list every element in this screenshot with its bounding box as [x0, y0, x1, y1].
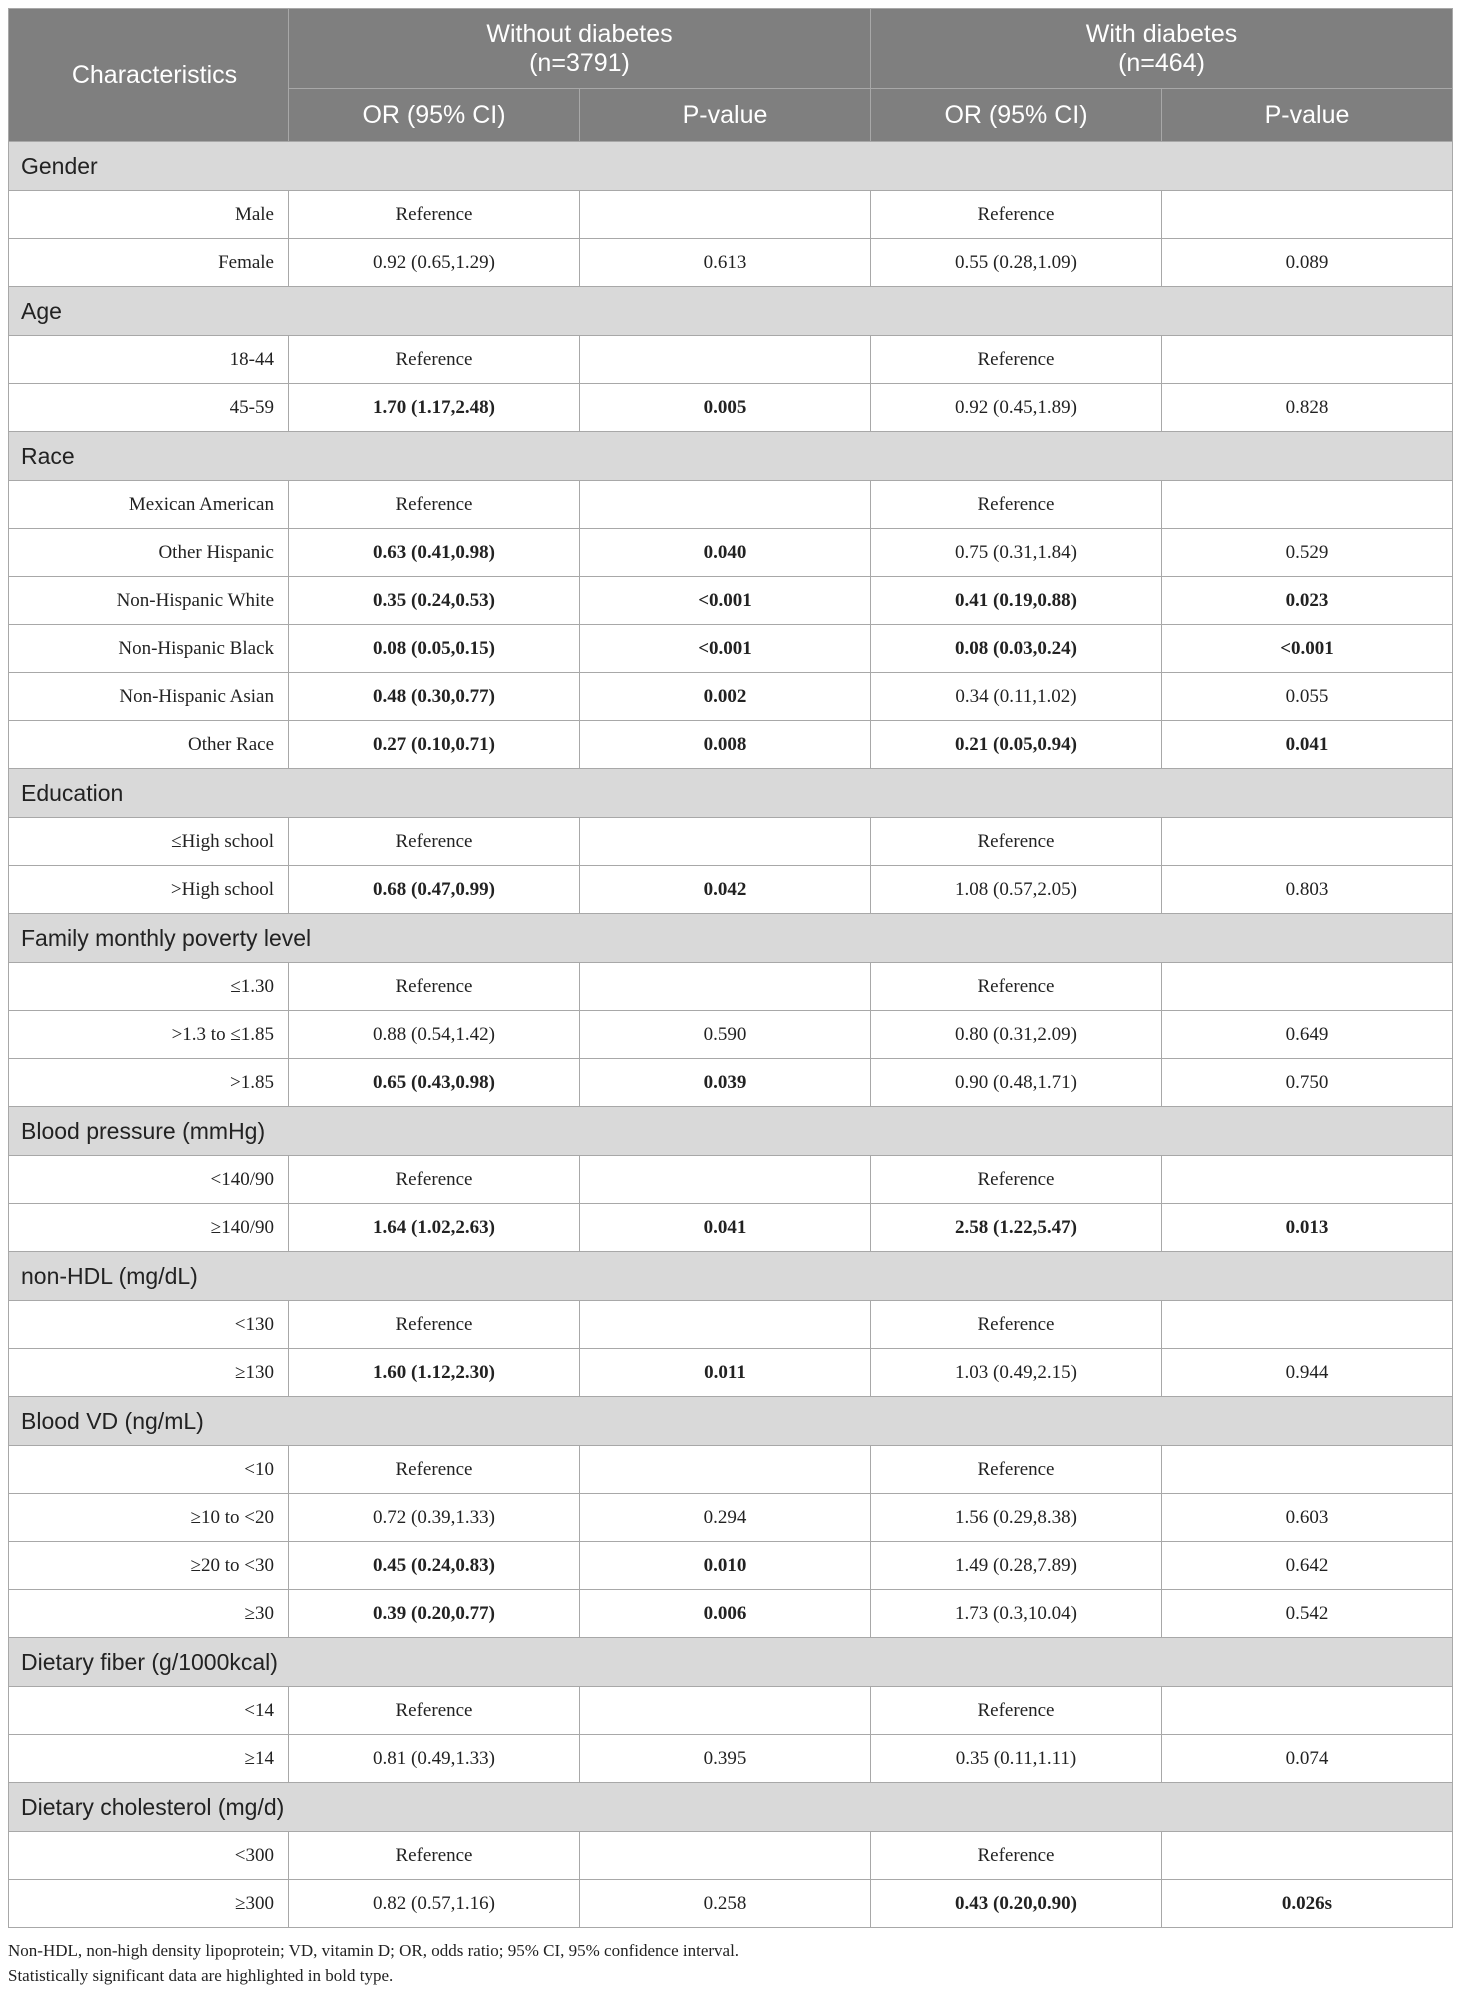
p-value-with-diabetes: 0.529 — [1162, 529, 1453, 577]
or-with-diabetes: Reference — [871, 963, 1162, 1011]
row-label: >1.3 to ≤1.85 — [9, 1011, 289, 1059]
p-value-with-diabetes: 0.013 — [1162, 1204, 1453, 1252]
or-with-diabetes: 1.73 (0.3,10.04) — [871, 1590, 1162, 1638]
table-row — [9, 1735, 1453, 1783]
or-without-diabetes: Reference — [289, 963, 580, 1011]
section-title: Blood pressure (mmHg) — [9, 1107, 1453, 1156]
footnotes — [8, 1938, 1452, 1988]
table-row — [9, 673, 1453, 721]
p-value-with-diabetes: <0.001 — [1162, 625, 1453, 673]
or-without-diabetes: 0.68 (0.47,0.99) — [289, 866, 580, 914]
table-row — [9, 1590, 1453, 1638]
row-label: <300 — [9, 1832, 289, 1880]
or-without-diabetes: 0.27 (0.10,0.71) — [289, 721, 580, 769]
p-value-with-diabetes — [1162, 1832, 1453, 1880]
or-with-diabetes: 0.43 (0.20,0.90) — [871, 1880, 1162, 1928]
or-without-diabetes: 0.39 (0.20,0.77) — [289, 1590, 580, 1638]
row-label: ≥30 — [9, 1590, 289, 1638]
or-with-diabetes: 0.41 (0.19,0.88) — [871, 577, 1162, 625]
row-label: ≥300 — [9, 1880, 289, 1928]
p-value-with-diabetes: 0.944 — [1162, 1349, 1453, 1397]
p-value-with-diabetes: 0.026s — [1162, 1880, 1453, 1928]
p-value-without-diabetes: 0.258 — [580, 1880, 871, 1928]
section-title: Gender — [9, 142, 1453, 191]
or-with-diabetes: 0.34 (0.11,1.02) — [871, 673, 1162, 721]
or-with-diabetes: 0.75 (0.31,1.84) — [871, 529, 1162, 577]
table-row — [9, 866, 1453, 914]
p-value-with-diabetes — [1162, 481, 1453, 529]
table-row — [9, 1446, 1453, 1494]
row-label: 18-44 — [9, 336, 289, 384]
p-value-with-diabetes — [1162, 191, 1453, 239]
p-value-without-diabetes: 0.613 — [580, 239, 871, 287]
section-row — [9, 914, 1453, 963]
p-value-without-diabetes: 0.006 — [580, 1590, 871, 1638]
p-value-without-diabetes — [580, 1301, 871, 1349]
row-label: ≤High school — [9, 818, 289, 866]
or-with-diabetes: Reference — [871, 1446, 1162, 1494]
p-value-without-diabetes: <0.001 — [580, 625, 871, 673]
table-row — [9, 1832, 1453, 1880]
or-without-diabetes: Reference — [289, 1687, 580, 1735]
or-with-diabetes: 1.56 (0.29,8.38) — [871, 1494, 1162, 1542]
p-value-with-diabetes: 0.828 — [1162, 384, 1453, 432]
p-value-without-diabetes — [580, 1687, 871, 1735]
or-without-diabetes: Reference — [289, 336, 580, 384]
p-value-without-diabetes: 0.008 — [580, 721, 871, 769]
table-row — [9, 384, 1453, 432]
p-value-without-diabetes — [580, 963, 871, 1011]
table-row — [9, 963, 1453, 1011]
p-value-without-diabetes — [580, 191, 871, 239]
or-with-diabetes: 1.03 (0.49,2.15) — [871, 1349, 1162, 1397]
p-value-without-diabetes — [580, 818, 871, 866]
row-label: Female — [9, 239, 289, 287]
p-value-without-diabetes — [580, 481, 871, 529]
or-without-diabetes: Reference — [289, 481, 580, 529]
without-diabetes-header — [289, 9, 871, 89]
section-row — [9, 287, 1453, 336]
p-value-with-diabetes: 0.750 — [1162, 1059, 1453, 1107]
or-with-diabetes: 0.92 (0.45,1.89) — [871, 384, 1162, 432]
p-value-without-diabetes: 0.041 — [580, 1204, 871, 1252]
characteristics-header: Characteristics — [9, 9, 289, 142]
p-value-without-diabetes: 0.005 — [580, 384, 871, 432]
or-with-diabetes: Reference — [871, 481, 1162, 529]
row-label: <14 — [9, 1687, 289, 1735]
p-value-with-diabetes: 0.803 — [1162, 866, 1453, 914]
or-with-diabetes: 0.80 (0.31,2.09) — [871, 1011, 1162, 1059]
or-with-diabetes: 1.49 (0.28,7.89) — [871, 1542, 1162, 1590]
p-value-without-diabetes — [580, 336, 871, 384]
row-label: ≤1.30 — [9, 963, 289, 1011]
p-value-with-diabetes — [1162, 1687, 1453, 1735]
row-label: Other Race — [9, 721, 289, 769]
or-without-diabetes: Reference — [289, 818, 580, 866]
or-without-diabetes: 1.60 (1.12,2.30) — [289, 1349, 580, 1397]
table-row — [9, 818, 1453, 866]
p-value-with-diabetes — [1162, 963, 1453, 1011]
or-with-diabetes: 2.58 (1.22,5.47) — [871, 1204, 1162, 1252]
or-with-diabetes: Reference — [871, 191, 1162, 239]
row-label: <10 — [9, 1446, 289, 1494]
or-without-diabetes: Reference — [289, 1301, 580, 1349]
p-value-without-diabetes: 0.010 — [580, 1542, 871, 1590]
p-value-without-diabetes — [580, 1446, 871, 1494]
with-diabetes-n: (n=464) — [1118, 48, 1205, 77]
col-or-without: OR (95% CI) — [289, 89, 580, 142]
section-row — [9, 142, 1453, 191]
or-without-diabetes: Reference — [289, 1156, 580, 1204]
row-label: <140/90 — [9, 1156, 289, 1204]
p-value-with-diabetes: 0.074 — [1162, 1735, 1453, 1783]
row-label: >High school — [9, 866, 289, 914]
table-row — [9, 1349, 1453, 1397]
p-value-with-diabetes: 0.055 — [1162, 673, 1453, 721]
p-value-with-diabetes: 0.041 — [1162, 721, 1453, 769]
table-row — [9, 191, 1453, 239]
p-value-with-diabetes — [1162, 336, 1453, 384]
p-value-without-diabetes: 0.042 — [580, 866, 871, 914]
or-without-diabetes: 0.92 (0.65,1.29) — [289, 239, 580, 287]
with-diabetes-title: With diabetes — [1085, 19, 1238, 48]
section-title: Race — [9, 432, 1453, 481]
p-value-without-diabetes: 0.011 — [580, 1349, 871, 1397]
without-diabetes-n: (n=3791) — [529, 48, 630, 77]
p-value-with-diabetes — [1162, 1301, 1453, 1349]
table-row — [9, 481, 1453, 529]
row-label: Non-Hispanic White — [9, 577, 289, 625]
or-with-diabetes: 0.90 (0.48,1.71) — [871, 1059, 1162, 1107]
p-value-without-diabetes: 0.040 — [580, 529, 871, 577]
p-value-without-diabetes: 0.590 — [580, 1011, 871, 1059]
or-with-diabetes: 0.21 (0.05,0.94) — [871, 721, 1162, 769]
table-row — [9, 1542, 1453, 1590]
or-with-diabetes: 0.35 (0.11,1.11) — [871, 1735, 1162, 1783]
p-value-with-diabetes — [1162, 1446, 1453, 1494]
or-without-diabetes: Reference — [289, 191, 580, 239]
or-without-diabetes: 0.63 (0.41,0.98) — [289, 529, 580, 577]
or-without-diabetes: 0.72 (0.39,1.33) — [289, 1494, 580, 1542]
section-row — [9, 1107, 1453, 1156]
footnote-abbreviations: Non-HDL, non-high density lipoprotein; VD, vitamin D; OR, odds ratio; 95% CI, 95% confidence interval. — [8, 1941, 740, 1960]
or-with-diabetes: 0.55 (0.28,1.09) — [871, 239, 1162, 287]
p-value-with-diabetes — [1162, 818, 1453, 866]
row-label: Non-Hispanic Black — [9, 625, 289, 673]
table-row — [9, 1880, 1453, 1928]
odds-ratio-table — [8, 8, 1453, 1928]
row-label: Male — [9, 191, 289, 239]
section-title: Blood VD (ng/mL) — [9, 1397, 1453, 1446]
section-row — [9, 432, 1453, 481]
section-title: Age — [9, 287, 1453, 336]
or-without-diabetes: 0.88 (0.54,1.42) — [289, 1011, 580, 1059]
or-without-diabetes: 0.65 (0.43,0.98) — [289, 1059, 580, 1107]
row-label: Other Hispanic — [9, 529, 289, 577]
p-value-without-diabetes: 0.395 — [580, 1735, 871, 1783]
table-row — [9, 336, 1453, 384]
or-with-diabetes: Reference — [871, 336, 1162, 384]
section-title: Family monthly poverty level — [9, 914, 1453, 963]
table-row — [9, 1011, 1453, 1059]
col-p-without: P-value — [580, 89, 871, 142]
or-without-diabetes: 1.64 (1.02,2.63) — [289, 1204, 580, 1252]
p-value-with-diabetes: 0.603 — [1162, 1494, 1453, 1542]
p-value-without-diabetes — [580, 1156, 871, 1204]
table-row — [9, 1687, 1453, 1735]
or-with-diabetes: 1.08 (0.57,2.05) — [871, 866, 1162, 914]
table-container — [8, 8, 1452, 1988]
col-or-with: OR (95% CI) — [871, 89, 1162, 142]
p-value-without-diabetes: 0.039 — [580, 1059, 871, 1107]
row-label: 45-59 — [9, 384, 289, 432]
or-without-diabetes: 0.08 (0.05,0.15) — [289, 625, 580, 673]
or-with-diabetes: Reference — [871, 1156, 1162, 1204]
section-row — [9, 1252, 1453, 1301]
row-label: ≥10 to <20 — [9, 1494, 289, 1542]
footnote-significance: Statistically significant data are highlighted in bold type. — [8, 1966, 394, 1985]
or-without-diabetes: 0.35 (0.24,0.53) — [289, 577, 580, 625]
or-with-diabetes: 0.08 (0.03,0.24) — [871, 625, 1162, 673]
or-without-diabetes: 0.82 (0.57,1.16) — [289, 1880, 580, 1928]
table-row — [9, 529, 1453, 577]
table-header — [9, 9, 1453, 142]
p-value-with-diabetes: 0.023 — [1162, 577, 1453, 625]
p-value-without-diabetes: <0.001 — [580, 577, 871, 625]
row-label: <130 — [9, 1301, 289, 1349]
table-row — [9, 625, 1453, 673]
row-label: ≥20 to <30 — [9, 1542, 289, 1590]
section-title: Dietary fiber (g/1000kcal) — [9, 1638, 1453, 1687]
table-body — [9, 142, 1453, 1928]
table-row — [9, 1156, 1453, 1204]
table-row — [9, 1204, 1453, 1252]
row-label: Non-Hispanic Asian — [9, 673, 289, 721]
section-title: Education — [9, 769, 1453, 818]
row-label: ≥140/90 — [9, 1204, 289, 1252]
or-with-diabetes: Reference — [871, 818, 1162, 866]
section-row — [9, 769, 1453, 818]
row-label: ≥130 — [9, 1349, 289, 1397]
p-value-with-diabetes: 0.542 — [1162, 1590, 1453, 1638]
or-without-diabetes: 0.48 (0.30,0.77) — [289, 673, 580, 721]
p-value-with-diabetes: 0.089 — [1162, 239, 1453, 287]
row-label: >1.85 — [9, 1059, 289, 1107]
or-without-diabetes: Reference — [289, 1446, 580, 1494]
or-with-diabetes: Reference — [871, 1687, 1162, 1735]
p-value-with-diabetes: 0.642 — [1162, 1542, 1453, 1590]
or-with-diabetes: Reference — [871, 1301, 1162, 1349]
table-row — [9, 1301, 1453, 1349]
table-row — [9, 577, 1453, 625]
p-value-with-diabetes — [1162, 1156, 1453, 1204]
table-row — [9, 239, 1453, 287]
section-row — [9, 1783, 1453, 1832]
section-row — [9, 1397, 1453, 1446]
table-row — [9, 721, 1453, 769]
p-value-without-diabetes: 0.294 — [580, 1494, 871, 1542]
section-title: non-HDL (mg/dL) — [9, 1252, 1453, 1301]
section-row — [9, 1638, 1453, 1687]
table-row — [9, 1059, 1453, 1107]
row-label: Mexican American — [9, 481, 289, 529]
without-diabetes-title: Without diabetes — [486, 19, 673, 48]
col-p-with: P-value — [1162, 89, 1453, 142]
table-row — [9, 1494, 1453, 1542]
p-value-with-diabetes: 0.649 — [1162, 1011, 1453, 1059]
or-with-diabetes: Reference — [871, 1832, 1162, 1880]
or-without-diabetes: 0.81 (0.49,1.33) — [289, 1735, 580, 1783]
row-label: ≥14 — [9, 1735, 289, 1783]
or-without-diabetes: 0.45 (0.24,0.83) — [289, 1542, 580, 1590]
p-value-without-diabetes — [580, 1832, 871, 1880]
or-without-diabetes: Reference — [289, 1832, 580, 1880]
section-title: Dietary cholesterol (mg/d) — [9, 1783, 1453, 1832]
with-diabetes-header — [871, 9, 1453, 89]
p-value-without-diabetes: 0.002 — [580, 673, 871, 721]
or-without-diabetes: 1.70 (1.17,2.48) — [289, 384, 580, 432]
